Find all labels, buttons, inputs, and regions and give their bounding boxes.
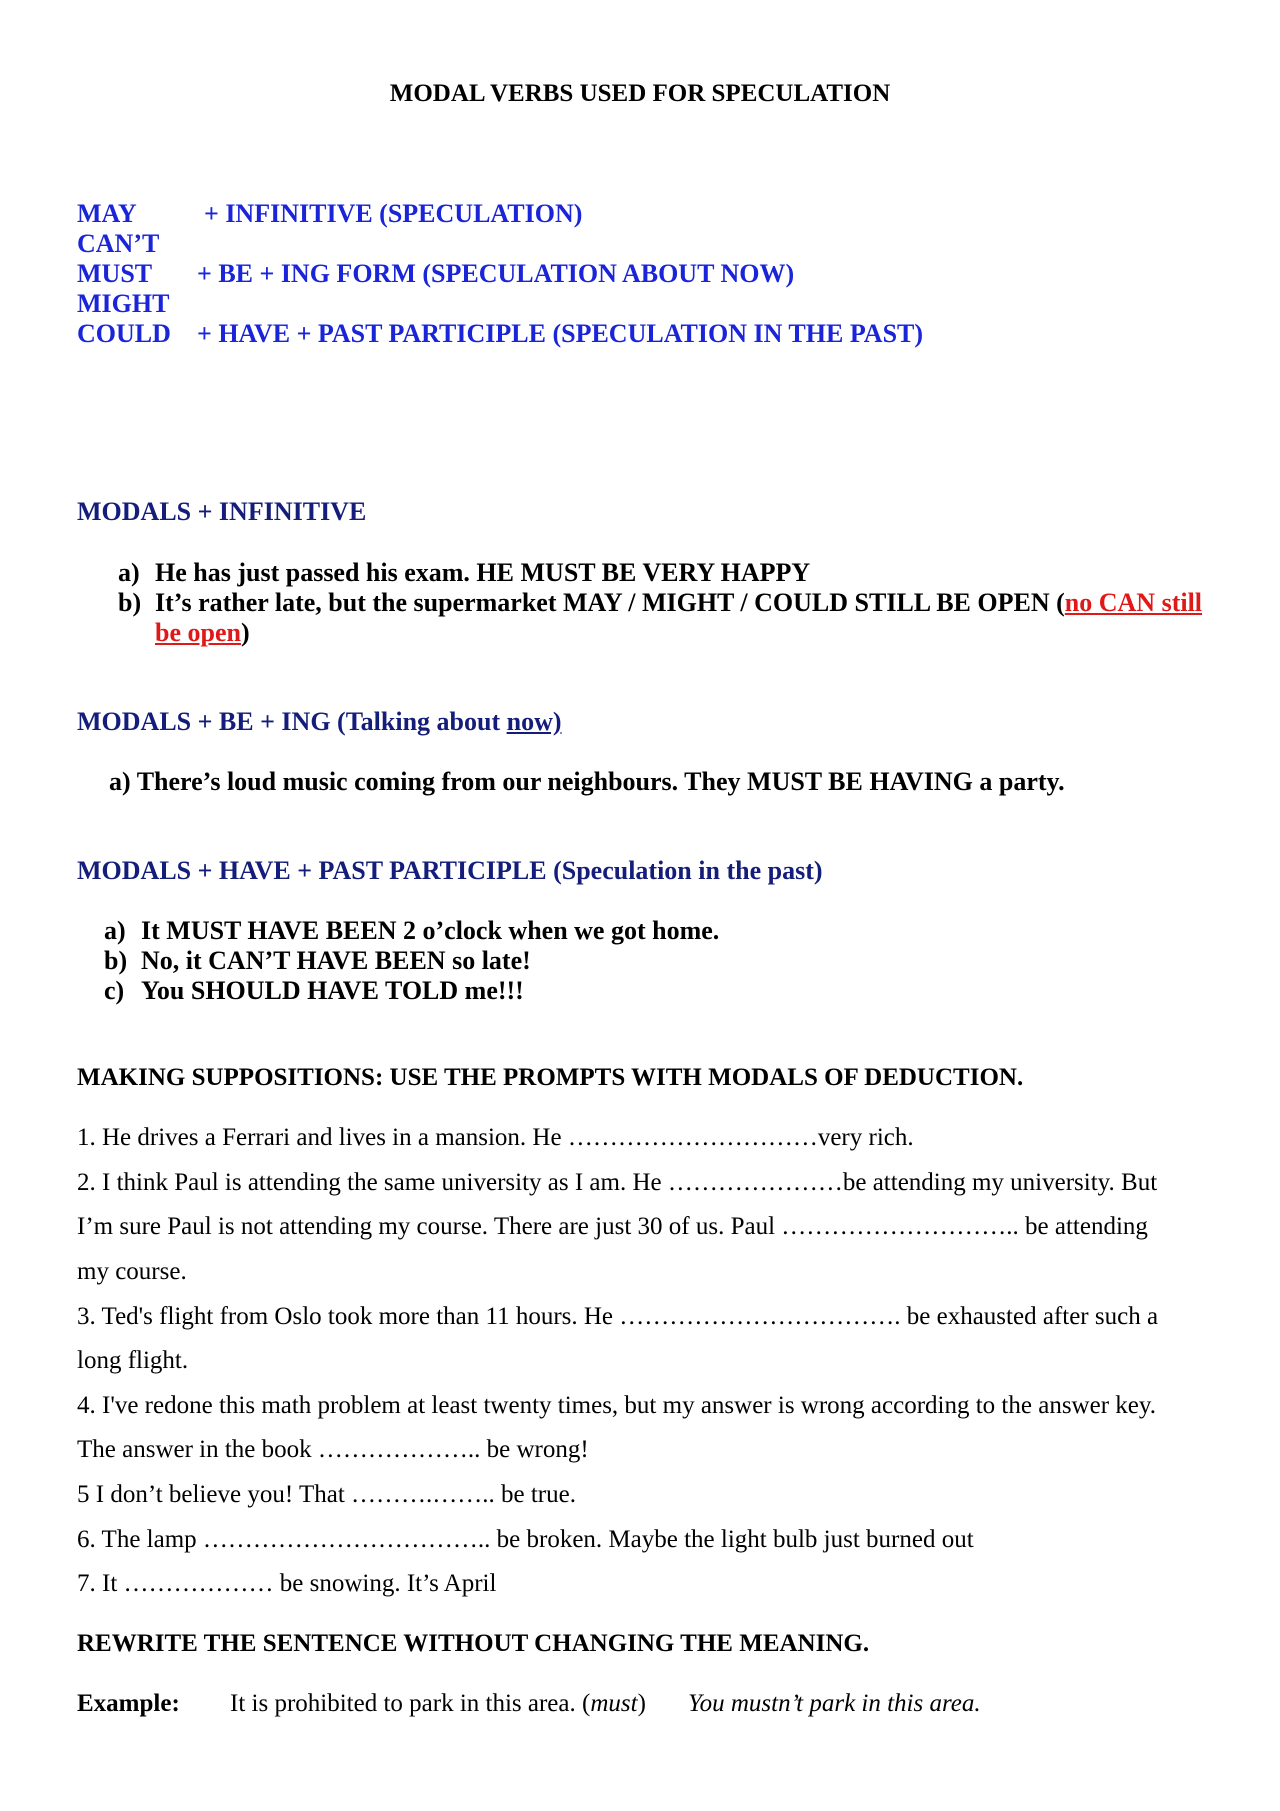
summary-rule-infinitive: + INFINITIVE (SPECULATION) — [204, 199, 583, 228]
exercise-line: 5 I don’t believe you! That ……….…….. be true. — [77, 1481, 576, 1508]
list-label: c) — [104, 976, 125, 1005]
summary-modal-must: MUST — [77, 259, 153, 288]
exercise-1-heading: MAKING SUPPOSITIONS: USE THE PROMPTS WITH MODALS OF DEDUCTION. — [77, 1064, 1024, 1091]
heading-underlined: now) — [506, 707, 562, 736]
list-text: It MUST HAVE BEEN 2 o’clock when we got home. — [141, 916, 720, 945]
example-close: ) — [637, 1690, 646, 1717]
section-infinitive-heading: MODALS + INFINITIVE — [77, 497, 367, 526]
exercise-line: I’m sure Paul is not attending my course. There are just 30 of us. Paul ……………………….. be attending — [77, 1213, 1148, 1240]
heading-text: MODALS + BE + ING (Talking about — [77, 707, 507, 736]
list-item — [104, 916, 719, 946]
summary-modal-could: COULD — [77, 319, 171, 348]
exercise-line: The answer in the book ……………….. be wrong! — [77, 1436, 589, 1463]
example-answer-text: You mustn’t park in this area. — [688, 1690, 981, 1717]
example-answer — [688, 1690, 981, 1718]
exercise-line: 3. Ted's flight from Oslo took more than 11 hours. He ……………………………. be exhausted after such a — [77, 1303, 1159, 1330]
list-label: a) — [118, 558, 140, 587]
list-text: He has just passed his exam. HE MUST BE VERY HAPPY — [155, 558, 811, 587]
summary-modal-might: MIGHT — [77, 289, 170, 318]
example-modal: must — [590, 1690, 638, 1717]
summary-modal-cant: CAN’T — [77, 229, 160, 258]
summary-rule-be-ing: + BE + ING FORM (SPECULATION ABOUT NOW) — [197, 259, 795, 288]
section-be-ing-heading — [77, 707, 562, 737]
red-note: no CAN still — [1064, 588, 1203, 617]
list-item: a) There’s loud music coming from our neighbours. They MUST BE HAVING a party. — [109, 767, 1065, 796]
exercise-line: 4. I've redone this math problem at least twenty times, but my answer is wrong according to the answer key. — [77, 1392, 1156, 1419]
list-label: b) — [104, 946, 128, 975]
list-text: You SHOULD HAVE TOLD me!!! — [141, 976, 524, 1005]
exercise-line: my course. — [77, 1258, 187, 1285]
section-past-heading: MODALS + HAVE + PAST PARTICIPLE (Speculation in the past) — [77, 856, 823, 885]
exercise-line: 1. He drives a Ferrari and lives in a mansion. He …………………………very rich. — [77, 1124, 914, 1151]
list-item — [104, 976, 524, 1006]
exercise-line: 7. It ……………… be snowing. It’s April — [77, 1570, 497, 1597]
exercise-line: 6. The lamp …………………………….. be broken. Maybe the light bulb just burned out — [77, 1526, 974, 1553]
summary-modal-may: MAY — [77, 199, 137, 228]
list-item — [118, 588, 1202, 618]
list-text: It’s rather late, but the supermarket MAY / MIGHT / COULD STILL BE OPEN ( — [155, 588, 1065, 617]
example-row — [77, 1690, 180, 1718]
exercise-line: 2. I think Paul is attending the same university as I am. He …………………be attending my university. But — [77, 1169, 1158, 1196]
list-text: ) — [240, 618, 250, 647]
list-label: b) — [118, 588, 142, 617]
example-text: It is prohibited to park in this area. ( — [230, 1690, 591, 1717]
list-item — [118, 558, 810, 588]
summary-rule-past: + HAVE + PAST PARTICIPLE (SPECULATION IN THE PAST) — [197, 319, 924, 348]
exercise-2-heading: REWRITE THE SENTENCE WITHOUT CHANGING THE MEANING. — [77, 1630, 870, 1657]
exercise-line: long flight. — [77, 1347, 189, 1374]
example-sentence — [230, 1690, 646, 1718]
list-item — [104, 946, 531, 976]
list-label: a) — [104, 916, 126, 945]
list-text: No, it CAN’T HAVE BEEN so late! — [141, 946, 531, 975]
page-title: MODAL VERBS USED FOR SPECULATION — [389, 80, 891, 107]
example-label: Example: — [77, 1690, 180, 1717]
list-item-continuation — [155, 618, 250, 648]
red-note: be open — [155, 618, 241, 647]
